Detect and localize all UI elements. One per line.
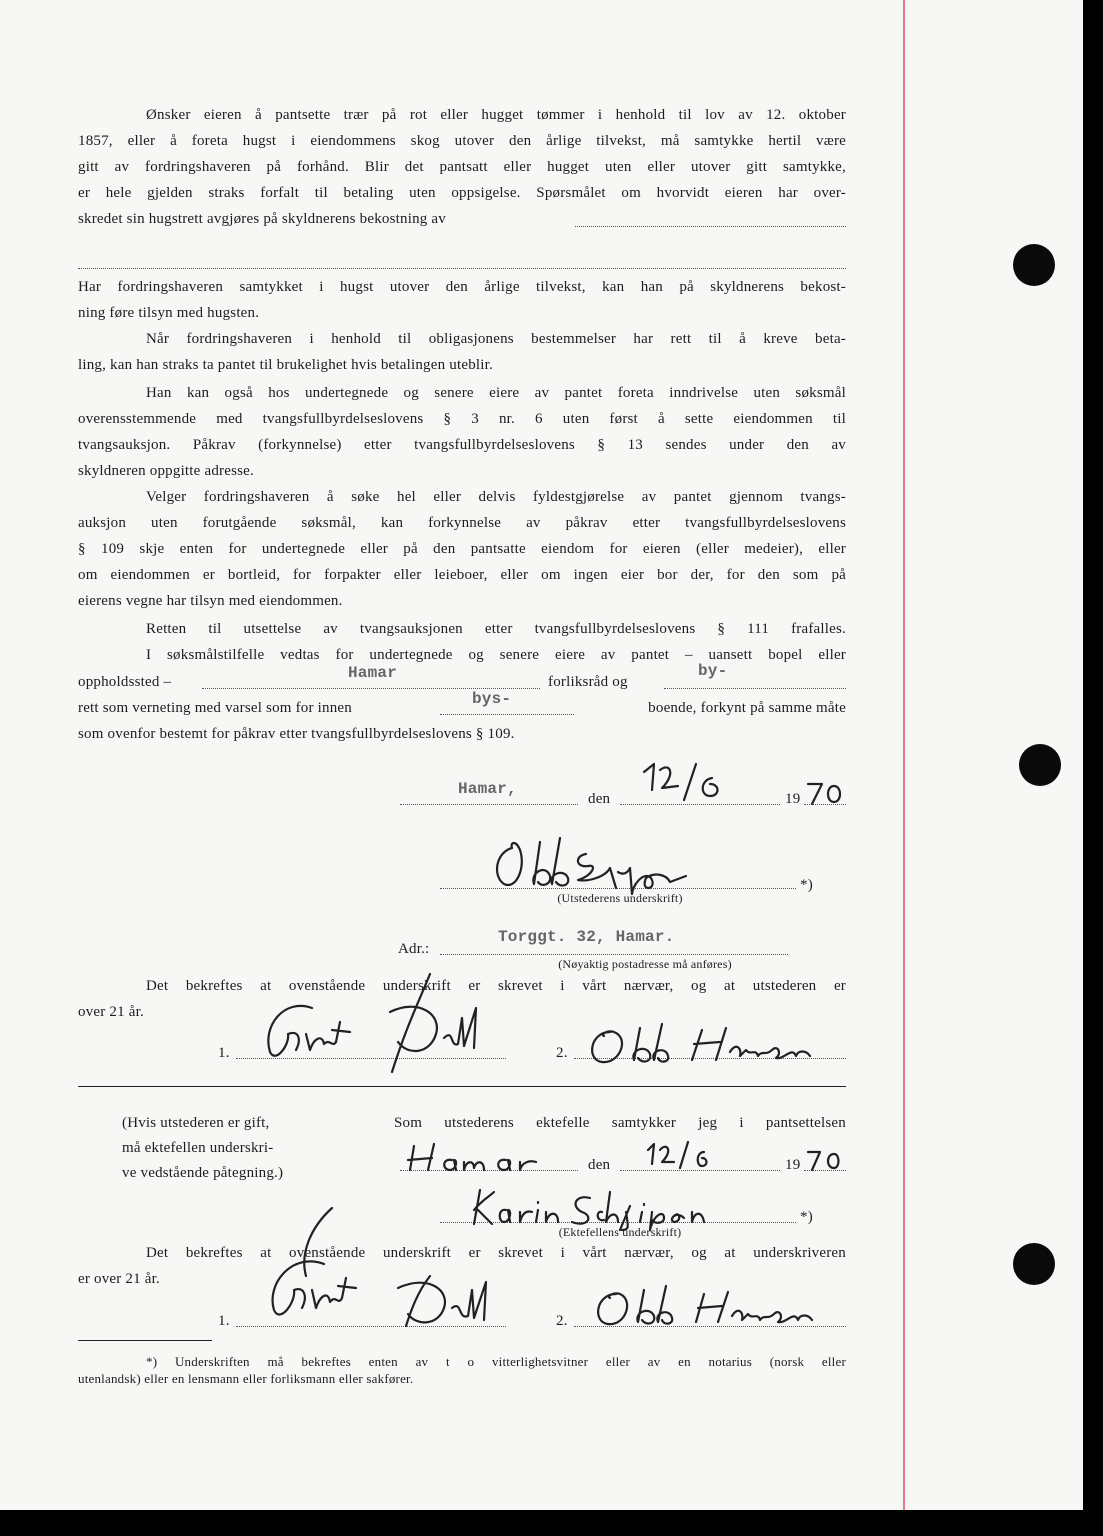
- text-line: gitt av fordringshaveren på forhånd. Blir det pantsatt eller hugget uten eller utover gitt samtykke,: [78, 159, 846, 175]
- handwritten-year-2: [806, 1148, 846, 1174]
- blank-field: [78, 268, 846, 269]
- witness-number: 2.: [556, 1313, 568, 1329]
- punch-hole-top: [1013, 244, 1055, 286]
- date-label: den: [588, 791, 611, 807]
- text-line: om eiendommen er bortleid, for forpakter eller leieboer, eller om ingen eier bor der, for den som på: [78, 567, 846, 583]
- witness-number: 2.: [556, 1045, 568, 1061]
- handwritten-date-1: [640, 760, 730, 806]
- text-line: rett som verneting med varsel som for innen: [78, 700, 352, 716]
- text-line: Har fordringshaveren samtykket i hugst utover den årlige tilvekst, kan han på skyldnerens bekost-: [78, 279, 846, 295]
- text-line: 1857, eller å foreta hugst i eiendommens skog utover den årlige tilvekst, må samtykke hertil være: [78, 133, 846, 149]
- text-line: oppholdssted –: [78, 674, 172, 690]
- date-label: den: [588, 1157, 611, 1173]
- year-prefix: 19: [785, 1157, 801, 1173]
- spouse-note-line: må ektefellen underskri-: [122, 1140, 274, 1156]
- forliksrad-field: [202, 688, 540, 689]
- spouse-note-line: ve vedstående påtegning.): [122, 1165, 284, 1181]
- text-line: skyldneren oppgitte adresse.: [78, 463, 254, 479]
- witness-1-signature: [240, 968, 510, 1078]
- text-line: er over 21 år.: [78, 1271, 160, 1287]
- text-line: ning føre tilsyn med hugsten.: [78, 305, 260, 321]
- text-line: er hele gjelden straks forfalt til betaling uten oppsigelse. Spørsmålet om hvorvidt eieren har over-: [78, 185, 846, 201]
- blank-field: [575, 226, 846, 227]
- text-line: Det bekreftes at ovenstående underskrift er skrevet i vårt nærvær, og at underskriveren: [146, 1245, 846, 1261]
- spouse-signature-label: (Ektefellens underskrift): [558, 1225, 682, 1239]
- witness-number: 1.: [218, 1313, 230, 1329]
- spouse-note-line: (Hvis utstederen er gift,: [122, 1115, 270, 1131]
- text-line: Han kan også hos undertegnede og senere eiere av pantet foreta inndrivelse uten søksmål: [146, 385, 846, 401]
- text-line: Velger fordringshaveren å søke hel eller delvis fyldestgjørelse av pantet gjennom tvangs-: [146, 489, 846, 505]
- witness-3-signature: [240, 1204, 510, 1334]
- text-line: boende, forkynt på samme måte: [648, 700, 846, 716]
- witness-4-signature: [586, 1284, 836, 1332]
- footnote-line: *) Underskriften må bekreftes enten av t o vitterlighetsvitner eller av en notarius (norsk eller: [146, 1354, 846, 1369]
- text-line: som ovenfor bestemt for påkrav etter tvangsfullbyrdelseslovens § 109.: [78, 726, 515, 742]
- red-margin-line: [903, 0, 905, 1510]
- address-label: Adr.:: [398, 941, 430, 957]
- text-line: tvangsauksjon. Påkrav (forkynnelse) etter tvangsfullbyrdelseslovens § 13 sendes under den av: [78, 437, 846, 453]
- text-line: I søksmålstilfelle vedtas for undertegnede og senere eiere av pantet – uansett bopel eller: [146, 647, 846, 663]
- witness-number: 1.: [218, 1045, 230, 1061]
- forliksrad-place-value: Hamar: [348, 664, 398, 682]
- text-line: ling, kan han straks ta pantet til brukelighet hvis betalingen uteblir.: [78, 357, 493, 373]
- text-line: Retten til utsettelse av tvangsauksjonen etter tvangsfullbyrdelseslovens § 111 frafalles.: [146, 621, 846, 637]
- text-line: auksjon uten forutgående søksmål, kan forkynnelse av påkrav etter tvangsfullbyrdelseslovens: [78, 515, 846, 531]
- address-value: Torggt. 32, Hamar.: [498, 928, 675, 946]
- punch-hole-bottom: [1013, 1243, 1055, 1285]
- section-divider: [78, 1086, 846, 1087]
- text-line: over 21 år.: [78, 1004, 144, 1020]
- text-line: Ønsker eieren å pantsette trær på rot eller hugget tømmer i henhold til lov av 12. oktober: [146, 107, 846, 123]
- handwritten-year-1: [806, 780, 846, 808]
- punch-hole-middle: [1019, 744, 1061, 786]
- place-value: Hamar,: [458, 780, 517, 798]
- bys-field: [440, 714, 574, 715]
- footnote-mark: *): [800, 1209, 813, 1225]
- issuer-signature-label: (Utstederens underskrift): [557, 891, 683, 905]
- handwritten-date-2: [644, 1140, 714, 1172]
- text-line: forliksråd og: [548, 674, 628, 690]
- text-line: § 109 skje enten for undertegnede eller på den pantsatte eiendom for eieren (eller medeier), eller: [78, 541, 846, 557]
- address-note: (Nøyaktig postadresse må anføres): [558, 957, 732, 971]
- bys-suffix-value: bys-: [472, 690, 512, 708]
- footnote-separator: [78, 1340, 212, 1341]
- footnote-mark: *): [800, 877, 813, 893]
- spouse-consent-text: Som utstederens ektefelle samtykker jeg i pantsettelsen: [394, 1115, 846, 1131]
- by-suffix-value: by-: [698, 662, 728, 680]
- text-line: Det bekreftes at ovenstående underskrift er skrevet i vårt nærvær, og at utstederen er: [146, 978, 846, 994]
- handwritten-place-2: [404, 1138, 564, 1178]
- text-line: skredet sin hugstrett avgjøres på skyldnerens bekostning av: [78, 211, 446, 227]
- footnote-line: utenlandsk) eller en lensmann eller forliksmann eller sakfører.: [78, 1371, 414, 1386]
- place-field: [400, 804, 578, 805]
- text-line: Når fordringshaveren i henhold til obligasjonens bestemmelser har rett til å kreve beta-: [146, 331, 846, 347]
- text-line: eierens vegne har tilsyn med eiendommen.: [78, 593, 343, 609]
- year-prefix: 19: [785, 791, 801, 807]
- by-field: [664, 688, 846, 689]
- text-line: overensstemmende med tvangsfullbyrdelseslovens § 3 nr. 6 uten først å sette eiendommen til: [78, 411, 846, 427]
- witness-2-signature: [580, 1020, 840, 1070]
